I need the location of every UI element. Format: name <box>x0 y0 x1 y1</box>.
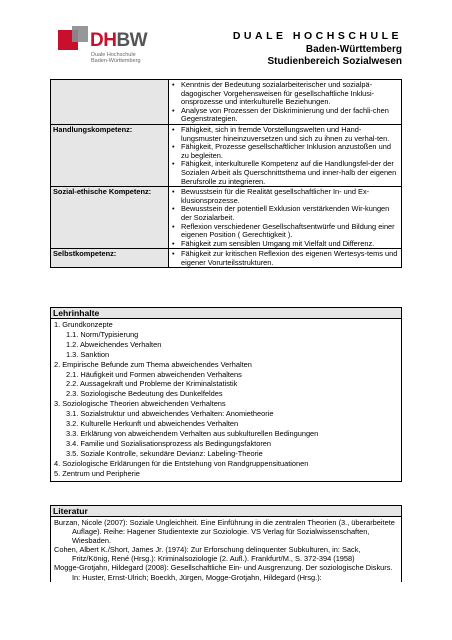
competence-item: • Fähigkeit, interkulturelle Kompetenz auf die Handlungsfel-der der Sozialen Arbeit als Querschnittsthema und inner-halb der eigenen Berufsrolle zu integrieren. <box>171 160 399 186</box>
logo-subtitle-2: Baden-Württemberg <box>91 58 141 64</box>
subtopic-item: 3.1. Sozialstruktur und abweichendes Verhalten: Anomietheorie <box>66 409 274 419</box>
subtopic-item: 3.5. Soziale Kontrolle, sekundäre Devianz: Labeling-Theorie <box>66 448 263 458</box>
dhbw-logo-mark <box>58 26 88 52</box>
subtopic-item: 1.2. Abweichendes Verhalten <box>66 339 162 349</box>
competence-item: • Bewusstsein der potentiell Exklusion verstärkenden Wir-kungen der Sozialarbeit. <box>171 205 399 222</box>
topic-item: 2. Empirische Befunde zum Thema abweichendes Verhalten <box>54 359 252 369</box>
competence-table <box>50 79 402 268</box>
competence-category: Handlungskompetenz: <box>51 124 169 186</box>
competence-item: • Fähigkeit zur kritischen Reflexion des eigenen Wertesys-tems und eigener Vorurteilsstrukturen. <box>171 250 399 267</box>
competence-row <box>51 80 402 125</box>
literature-entry: Burzan, Nicole (2007): Soziale Ungleichheit. Eine Einführung in die zentralen Theorien (3., überarbeitete Auflage). Reihe: Hagener Studientexte zur Soziologie. VS Verlag für Sozialwissenschaften, Wiesbaden. <box>54 518 395 546</box>
institution-department: Studienbereich Sozialwesen <box>267 56 402 67</box>
institution-header <box>233 30 402 68</box>
dhbw-logo <box>58 26 168 70</box>
literatur-list <box>51 517 401 582</box>
subtopic-item: 3.2. Kulturelle Herkunft und abweichendes Verhalten <box>66 419 239 429</box>
competence-items <box>169 249 402 268</box>
topic-item: 1. Grundkonzepte <box>54 320 113 329</box>
lehrinhalte-heading: Lehrinhalte <box>51 308 401 319</box>
subtopic-item: 3.3. Erklärung von abweichendem Verhalten aus subkulturellen Bedingungen <box>66 428 319 438</box>
topic-item: 4. Soziologische Erklärungen für die Entstehung von Randgruppensituationen <box>54 458 309 468</box>
competence-items <box>169 187 402 249</box>
logo-subtitle-1: Duale Hochschule <box>91 52 136 58</box>
competence-items <box>169 80 402 125</box>
subtopic-item: 2.1. Häufigkeit und Formen abweichenden Verhaltens <box>66 369 242 379</box>
literature-entry: Cohen, Albert K./Short, James Jr. (1974): Zur Erforschung delinquenter Subkulturen, in: Sack, Fritz/König, René (Hrsg.): Kriminalsoziologie (2. Aufl.). Frankfurt/M., S. 372-394 (1958) <box>54 545 361 564</box>
institution-state: Baden-Württemberg <box>305 44 402 55</box>
literatur-section <box>50 505 402 582</box>
competence-row <box>51 187 402 249</box>
competence-item: • Fähigkeit zum sensiblen Umgang mit Vielfalt und Differenz. <box>171 240 399 249</box>
lehrinhalte-list <box>51 319 401 481</box>
lehrinhalte-section <box>50 307 402 482</box>
competence-category: Selbstkompetenz: <box>51 249 169 268</box>
competence-item: • Reflexion verschiedener Gesellschaftsentwürfe und Bildung einer eigenen Position ( Gerechtigkeit ). <box>171 223 399 240</box>
competence-items <box>169 124 402 186</box>
competence-item: • Analyse von Prozessen der Diskriminierung und der fachli-chen Gegenstrategien. <box>171 107 399 124</box>
competence-item: • Bewusstsein für die Realität gesellschaftlicher In- und Ex-klusionsprozesse. <box>171 188 399 205</box>
subtopic-item: 1.3. Sanktion <box>66 349 110 359</box>
literature-entry: Mogge-Grotjahn, Hildegard (2008): Gesellschaftliche Ein- und Ausgrenzung. Der soziologische Diskurs. In: Huster, Ernst-Ulrich; Boeckh, Jürgen, Mogge-Grotjahn, Hildegard (Hrsg.): <box>54 563 393 582</box>
subtopic-item: 1.1. Norm/Typisierung <box>66 329 139 339</box>
institution-title: DUALE HOCHSCHULE <box>232 30 402 42</box>
subtopic-item: 2.3. Soziologische Bedeutung des Dunkelfeldes <box>66 389 223 399</box>
subtopic-item: 2.2. Aussagekraft und Probleme der Kriminalstatistik <box>66 379 238 389</box>
literatur-heading: Literatur <box>51 506 401 517</box>
subtopic-item: 3.4. Familie und Sozialisationsprozess als Bedingungsfaktoren <box>66 438 271 448</box>
competence-item: • Kenntnis der Bedeutung sozialarbeiterischer und sozialpä-dagogischer Vorgehensweisen für gesellschaftliche Inklusi-onsprozesse und interkulturelle Beziehungen. <box>171 81 399 107</box>
competence-item: • Fähigkeit, sich in fremde Vorstellungswelten und Hand-lungsmuster hineinzuversetzen und sich zu ihnen zu verhal-ten. <box>171 126 399 143</box>
topic-item: 5. Zentrum und Peripherie <box>54 468 140 478</box>
competence-row <box>51 124 402 186</box>
topic-item: 3. Soziologische Theorien abweichenden Verhaltens <box>54 399 226 409</box>
competence-row <box>51 249 402 268</box>
competence-item: • Fähigkeit, Prozesse gesellschaftlicher Inklusion anzustoßen und zu begleiten. <box>171 143 399 160</box>
competence-category: Sozial-ethische Kompetenz: <box>51 187 169 249</box>
competence-category <box>51 80 169 125</box>
logo-wordmark: DHBW <box>90 30 148 51</box>
